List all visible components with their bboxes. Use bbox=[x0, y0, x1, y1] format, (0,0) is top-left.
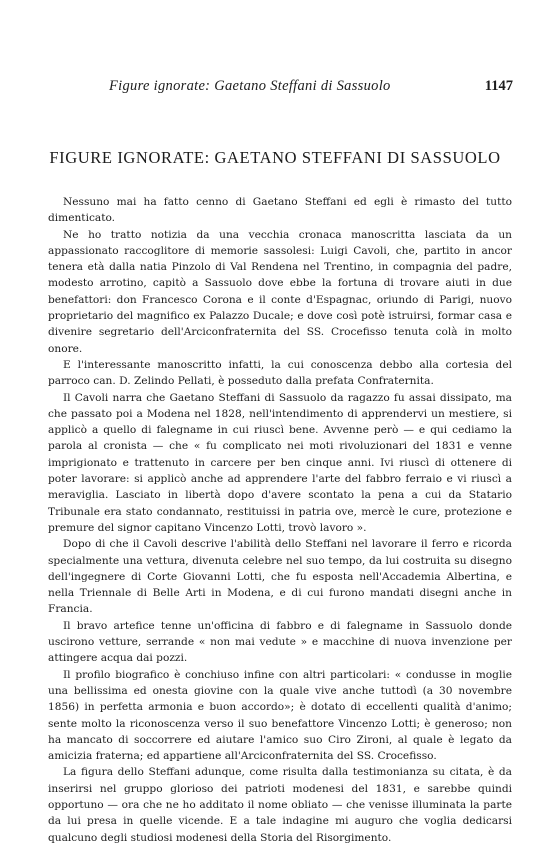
article-body bbox=[48, 194, 512, 846]
paragraph: La figura dello Steffani adunque, come risulta dalla testimonianza su citata, è da inserirsi nel gruppo glorioso dei patrioti modenesi del 1831, e sarebbe quindi opportuno — ora che ne ho additato il nome obliato — che venisse illuminata la parte da lui presa in quelle vicende. E a tale indagine mi auguro che voglia dedicarsi qualcuno degli studiosi modenesi della Storia del Risorgimento. bbox=[48, 766, 512, 844]
running-title: Figure ignorate: Gaetano Steffani di Sassuolo bbox=[109, 78, 391, 94]
paragraph: E l'interessante manoscritto infatti, la cui conoscenza debbo alla cortesia del parroco can. D. Zelindo Pellati, è posseduto dalla prefata Confraternita. bbox=[48, 358, 512, 388]
page-number: 1147 bbox=[484, 78, 513, 94]
paragraph: Il Cavoli narra che Gaetano Steffani di Sassuolo da ragazzo fu assai dissipato, ma che passato poi a Modena nel 1828, nell'intendimento di apprendervi un mestiere, si applicò a quello di falegname in cui riuscì bene. Avvenne però — e qui cediamo la parola al cronista — che « fu complicato nei moti rivoluzionari del 1831 e venne imprigionato e trattenuto in carcere per ben cinque anni. Ivi riuscì di ottenere di poter lavorare: si applicò anche ad apprendere l'arte del fabbro ferraio e vi riuscì a meraviglia. Lasciato in libertà dopo d'avere scontato la pena a cui da Statario Tribunale era stato condannato, restituissi in patria ove, mercè le cure, protezione e premure del signor capitano Vincenzo Lotti, trovò lavoro ». bbox=[48, 391, 512, 534]
paragraph: Ne ho tratto notizia da una vecchia cronaca manoscritta lasciata da un appassionato raccoglitore di memorie sassolesi: Luigi Cavoli, che, partito in ancor tenera età dalla natia Pinzolo di Val Rendena nel Trentino, in compagnia del padre, modesto arrotino, capitò a Sassuolo dove ebbe la fortuna di trovare aiuti in due benefattori: don Francesco Corona e il conte d'Espagnac, oriundo di Parigi, nuovo proprietario del magnifico ex Palazzo Ducale; e dove così potè istruirsi, formar casa e divenire segretario dell'Arciconfraternita del SS. Crocefisso tenuta colà in molto onore. bbox=[48, 228, 512, 355]
article-title: FIGURE IGNORATE: GAETANO STEFFANI DI SASSUOLO bbox=[49, 148, 501, 167]
paragraph: Dopo di che il Cavoli descrive l'abilità dello Steffani nel lavorare il ferro e ricorda specialmente una vettura, divenuta celebre nel suo tempo, da lui costruita su disegno dell'ingegnere di Corte Giovanni Lotti, che fu esposta nell'Accademia Albertina, e nella Triennale di Belle Arti in Modena, e di cui furono mandati disegni anche in Francia. bbox=[48, 538, 512, 616]
running-header bbox=[37, 78, 513, 98]
paragraph: Nessuno mai ha fatto cenno di Gaetano Steffani ed egli è rimasto del tutto dimenticato. bbox=[48, 196, 512, 225]
paragraph: Il profilo biografico è conchiuso infine con altri particolari: « condusse in moglie una bellissima ed onesta giovine con la quale vive anche tuttodì (a 30 novembre 1856) in perfetta armonia e buon accordo»; è dotato di eccellenti qualità d'animo; sente molto la riconoscenza verso il suo benefattore Vincenzo Lotti; è generoso; non ha mancato di soccorrere ed aiutare l'amico suo Ciro Zironi, al quale è legato da amicizia fraterna; ed appartiene all'Arciconfraternita del SS. Crocefisso. bbox=[48, 668, 512, 763]
paragraph: Il bravo artefice tenne un'officina di fabbro e di falegname in Sassuolo donde uscirono vetture, serrande « non mai vedute » e macchine di nuova invenzione per attingere acqua dai pozzi. bbox=[48, 619, 512, 665]
